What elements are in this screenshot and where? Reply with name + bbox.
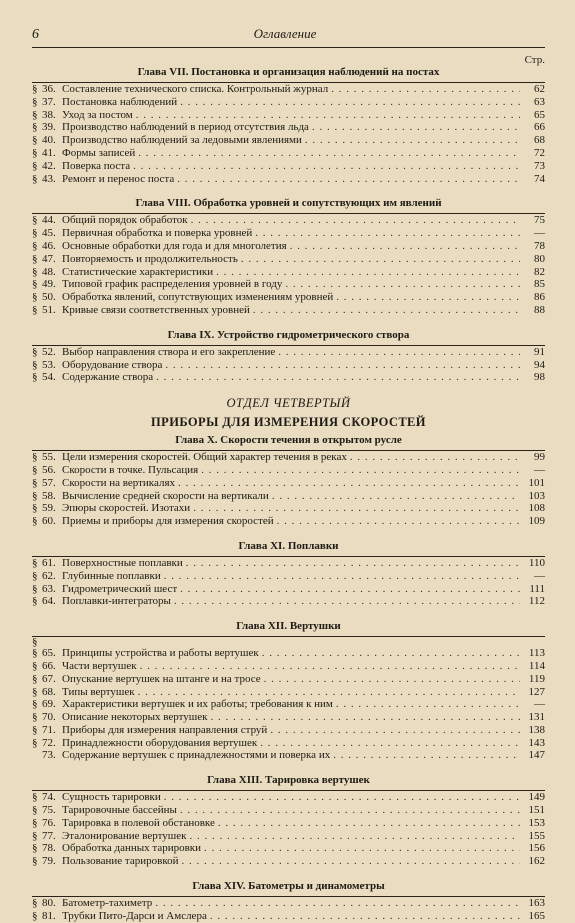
section-number: 79.	[42, 855, 56, 868]
section-number: 44.	[42, 214, 56, 227]
entry-title: Принадлежности оборудования вертушек	[62, 736, 258, 749]
section-sign: §	[32, 265, 38, 278]
entry-page: 75	[534, 214, 545, 227]
section-sign: §	[32, 214, 38, 227]
section-sign: §	[32, 816, 38, 829]
section-sign: §	[32, 451, 38, 464]
section-number: 45.	[42, 227, 56, 240]
entry-page: 147	[528, 749, 545, 762]
chapter-10-title: Глава X. Скорости течения в открытом русле	[175, 434, 402, 447]
dot-leader	[165, 359, 520, 372]
entry-title: Тарировочные бассейны	[62, 804, 177, 817]
section-number: 78.	[42, 842, 56, 855]
section-number: 67.	[42, 672, 56, 685]
entry-title: Эпюры скоростей. Изотахи	[62, 502, 191, 515]
section-sign: §	[32, 855, 38, 868]
dot-leader	[174, 595, 520, 608]
dot-leader	[182, 855, 521, 868]
section-number: 56.	[42, 463, 56, 476]
page-column-label: Стр.	[524, 54, 545, 66]
section-number: 53.	[42, 358, 56, 371]
section-number: 39.	[42, 121, 56, 134]
toc-entry	[32, 109, 545, 122]
toc-entry	[32, 842, 545, 855]
entry-title: Поверхностные поплавки	[62, 556, 183, 569]
entry-title: Описание некоторых вертушек	[62, 711, 208, 724]
section-sign: §	[32, 569, 38, 582]
entry-title: Обработка данных тарировки	[62, 842, 202, 855]
entry-page: 72	[534, 146, 545, 159]
dot-leader	[277, 515, 520, 528]
dot-leader	[264, 673, 520, 686]
page-number: 6	[32, 27, 39, 42]
section-number: 46.	[42, 239, 56, 252]
chapter-9-list	[32, 345, 545, 384]
section-number: 68.	[42, 685, 56, 698]
dot-leader	[140, 660, 520, 673]
entry-page: 66	[534, 121, 545, 134]
section-number: 75.	[42, 804, 56, 817]
section-sign: §	[32, 108, 38, 121]
section-sign: §	[32, 146, 38, 159]
toc-entry	[32, 240, 545, 253]
section-number: 54.	[42, 371, 56, 384]
section-sign: §	[32, 134, 38, 147]
entry-title: Цели измерения скоростей. Общий характер течения в реках	[62, 451, 347, 464]
dot-leader	[241, 253, 520, 266]
dot-leader	[272, 490, 520, 503]
entry-page: 151	[528, 804, 545, 817]
stray-section-sign: §	[32, 636, 38, 649]
section-sign: §	[32, 278, 38, 291]
toc-entry	[32, 451, 545, 464]
chapter-8-title: Глава VIII. Обработка уровней и сопутствующих им явлений	[135, 197, 442, 210]
dot-leader	[138, 147, 520, 160]
section-sign: §	[32, 672, 38, 685]
entry-title: Скорости на вертикалях	[62, 476, 176, 489]
entry-title: Формы записей	[62, 146, 136, 159]
dot-leader	[164, 791, 520, 804]
section-sign: §	[32, 647, 38, 660]
entry-page: 110	[528, 556, 545, 569]
section-sign: §	[32, 371, 38, 384]
entry-page: 114	[528, 659, 545, 672]
entry-title: Кривые связи соответственных уровней	[62, 303, 250, 316]
section-sign: §	[32, 291, 38, 304]
dot-leader	[262, 647, 520, 660]
section-sign: §	[32, 842, 38, 855]
entry-page: 62	[534, 83, 545, 95]
section-sign: §	[32, 556, 38, 569]
entry-page: 98	[534, 371, 545, 384]
section-title: ПРИБОРЫ ДЛЯ ИЗМЕРЕНИЯ СКОРОСТЕЙ	[151, 415, 426, 430]
entry-page: 94	[534, 358, 545, 371]
entry-title: Тарировка в полевой обстановке	[62, 816, 215, 829]
entry-title: Составление технического списка. Контрольный журнал	[62, 83, 329, 95]
dot-leader	[180, 583, 520, 596]
section-number: 55.	[42, 451, 56, 464]
toc-entry	[32, 83, 545, 96]
toc-entry	[32, 791, 545, 804]
section-sign: §	[32, 159, 38, 172]
dot-leader	[333, 749, 520, 762]
section-number: 81.	[42, 909, 56, 922]
entry-page: 162	[528, 855, 545, 868]
toc-entry	[32, 737, 545, 750]
entry-page: —	[534, 227, 545, 240]
dot-leader	[312, 121, 520, 134]
toc-entry	[32, 464, 545, 477]
dot-leader	[204, 842, 520, 855]
dot-leader	[190, 830, 520, 843]
chapter-12-list	[32, 636, 545, 762]
dot-leader	[180, 96, 520, 109]
entry-page: 163	[528, 897, 545, 910]
chapter-7-list	[32, 82, 545, 185]
dot-leader	[336, 698, 520, 711]
section-number: 41.	[42, 146, 56, 159]
section-sign: §	[32, 736, 38, 749]
entry-page: 153	[528, 816, 545, 829]
toc-entry	[32, 490, 545, 503]
section-sign: §	[32, 172, 38, 185]
section-number: 49.	[42, 278, 56, 291]
section-number: 47.	[42, 252, 56, 265]
section-sign: §	[32, 489, 38, 502]
toc-entry	[32, 214, 545, 227]
section-number: 40.	[42, 134, 56, 147]
entry-title: Основные обработки для года и для многолетия	[62, 239, 287, 252]
dot-leader	[278, 346, 520, 359]
entry-title: Эталонирование вертушек	[62, 829, 187, 842]
entry-title: Опускание вертушек на штанге и на тросе	[62, 672, 261, 685]
entry-page: 109	[528, 515, 545, 528]
entry-title: Поверка поста	[62, 159, 131, 172]
entry-page: 127	[528, 685, 545, 698]
entry-title: Обработка явлений, сопутствующих изменениям уровней	[62, 291, 334, 304]
section-number: 80.	[42, 897, 56, 910]
entry-page: 112	[528, 595, 545, 608]
dot-leader	[218, 817, 520, 830]
section-sign: §	[32, 515, 38, 528]
entry-page: 86	[534, 291, 545, 304]
dot-leader	[285, 278, 520, 291]
toc-entry	[32, 121, 545, 134]
chapter-11-list	[32, 556, 545, 608]
toc-entry	[32, 647, 545, 660]
toc-entry	[32, 660, 545, 673]
entry-page: 103	[528, 489, 545, 502]
entry-title: Статистические характеристики	[62, 265, 214, 278]
section-sign: §	[32, 239, 38, 252]
entry-page: 63	[534, 95, 545, 108]
section-sign: §	[32, 463, 38, 476]
chapter-7-title: Глава VII. Постановка и организация наблюдений на постах	[137, 66, 440, 78]
entry-page: 143	[528, 736, 545, 749]
toc-entry	[32, 304, 545, 317]
entry-page: —	[534, 463, 545, 476]
section-sign: §	[32, 698, 38, 711]
page-header	[32, 26, 545, 43]
entry-page: 155	[528, 829, 545, 842]
section-sign: §	[32, 897, 38, 910]
entry-page: 82	[534, 265, 545, 278]
section-number: 64.	[42, 595, 56, 608]
toc-entry	[32, 173, 545, 186]
entry-title: Скорости в точке. Пульсация	[62, 463, 199, 476]
entry-page: 131	[528, 711, 545, 724]
entry-page: 119	[528, 672, 545, 685]
section-sign: §	[32, 723, 38, 736]
entry-title: Части вертушек	[62, 659, 137, 672]
section-sign: §	[32, 252, 38, 265]
entry-title: Содержание створа	[62, 371, 154, 384]
entry-title: Принципы устройства и работы вертушек	[62, 647, 259, 660]
dot-leader	[180, 804, 520, 817]
chapter-11-title: Глава XI. Поплавки	[238, 539, 339, 552]
section-number: 70.	[42, 711, 56, 724]
section-number: 51.	[42, 303, 56, 316]
entry-page: 68	[534, 134, 545, 147]
dot-leader	[177, 173, 520, 186]
section-number: 58.	[42, 489, 56, 502]
entry-page: 73	[534, 159, 545, 172]
section-number: 38.	[42, 108, 56, 121]
section-number: 37.	[42, 95, 56, 108]
entry-title: Сущность тарировки	[62, 791, 161, 804]
entry-page: 149	[528, 791, 545, 804]
section-sign: §	[32, 804, 38, 817]
entry-page: 111	[529, 582, 545, 595]
dot-leader	[136, 109, 520, 122]
toc-entry	[32, 557, 545, 570]
section-number: 59.	[42, 502, 56, 515]
dot-leader	[133, 160, 520, 173]
toc-entry	[32, 570, 545, 583]
entry-page: 80	[534, 252, 545, 265]
section-sign: §	[32, 909, 38, 922]
toc-entry	[32, 897, 545, 910]
toc-entry	[32, 253, 545, 266]
section-number: 77.	[42, 829, 56, 842]
section-sign: §	[32, 659, 38, 672]
toc-entry	[32, 724, 545, 737]
dot-leader	[201, 464, 520, 477]
entry-page: —	[534, 698, 545, 711]
entry-title: Глубинные поплавки	[62, 569, 161, 582]
chapter-9-title: Глава IX. Устройство гидрометрического створа	[167, 328, 410, 341]
section-sign: §	[32, 358, 38, 371]
toc-entry	[32, 134, 545, 147]
section-number: 63.	[42, 582, 56, 595]
header-rule	[32, 47, 545, 48]
entry-page: 74	[534, 172, 545, 185]
dot-leader	[210, 910, 520, 923]
entry-page: 138	[528, 723, 545, 736]
entry-page: 78	[534, 239, 545, 252]
entry-title: Трубки Пито-Дарси и Амслера	[62, 909, 207, 922]
entry-title: Постановка наблюдений	[62, 95, 178, 108]
chapter-14-title: Глава XIV. Батометры и динамометры	[192, 880, 385, 893]
section-sign: §	[32, 582, 38, 595]
chapter-14-list	[32, 896, 545, 923]
entry-title: Уход за постом	[62, 108, 133, 121]
toc-entry	[32, 749, 545, 762]
section-number: 71.	[42, 723, 56, 736]
section-number: 76.	[42, 816, 56, 829]
dot-leader	[210, 711, 520, 724]
dot-leader	[336, 291, 520, 304]
dot-leader	[156, 371, 520, 384]
entry-title: Типы вертушек	[62, 685, 135, 698]
entry-title: Поплавки-интеграторы	[62, 595, 171, 608]
section-number: 36.	[42, 83, 56, 95]
entry-title: Приборы для измерения направления струй	[62, 723, 268, 736]
section-sign: §	[32, 595, 38, 608]
entry-title: Повторяемость и продолжительность	[62, 252, 238, 265]
chapter-10-list	[32, 450, 545, 528]
section-number: 74.	[42, 791, 56, 804]
toc-entry	[32, 160, 545, 173]
section-number: 66.	[42, 659, 56, 672]
entry-title: Вычисление средней скорости на вертикали	[62, 489, 269, 502]
entry-page: 65	[534, 108, 545, 121]
entry-title: Гидрометрический шест	[62, 582, 178, 595]
section-number: 73.	[42, 749, 56, 762]
section-number: 43.	[42, 172, 56, 185]
entry-title: Оборудование створа	[62, 358, 163, 371]
section-sign: §	[32, 121, 38, 134]
section-number: 57.	[42, 476, 56, 489]
dot-leader	[155, 897, 520, 910]
toc-entry	[32, 830, 545, 843]
dot-leader	[193, 502, 520, 515]
entry-page: 101	[528, 476, 545, 489]
toc-entry	[32, 515, 545, 528]
entry-title: Общий порядок обработок	[62, 214, 188, 227]
toc-entry	[32, 595, 545, 608]
entry-title: Приемы и приборы для измерения скоростей	[62, 515, 274, 528]
entry-title: Производство наблюдений в период отсутствия льда	[62, 121, 309, 134]
entry-page: 85	[534, 278, 545, 291]
dot-leader	[270, 724, 520, 737]
entry-page: 99	[534, 451, 545, 464]
entry-page: —	[534, 569, 545, 582]
entry-title: Производство наблюдений за ледовыми явлениями	[62, 134, 302, 147]
section-number: 48.	[42, 265, 56, 278]
section-sign: §	[32, 711, 38, 724]
entry-title: Ремонт и перенос поста	[62, 172, 175, 185]
toc-entry	[32, 266, 545, 279]
dot-leader	[178, 477, 520, 490]
toc-entry	[32, 371, 545, 384]
toc-entry	[32, 96, 545, 109]
chapter-12-title: Глава XII. Вертушки	[236, 620, 341, 633]
chapter-13-list	[32, 790, 545, 868]
toc-entry	[32, 346, 545, 359]
section-sign: §	[32, 95, 38, 108]
entry-title: Содержание вертушек с принадлежностями и поверка их	[62, 749, 331, 762]
section-number: 50.	[42, 291, 56, 304]
entry-page: 156	[528, 842, 545, 855]
dot-leader	[305, 134, 520, 147]
entry-page: 113	[528, 647, 545, 660]
entry-title: Типовой график распределения уровней в году	[62, 278, 283, 291]
dot-leader	[253, 304, 520, 317]
toc-entry	[32, 698, 545, 711]
toc-entry	[32, 583, 545, 596]
section-sign: §	[32, 345, 38, 358]
entry-page: 91	[534, 345, 545, 358]
dot-leader	[138, 686, 520, 699]
section-sign: §	[32, 791, 38, 804]
toc-entry	[32, 359, 545, 372]
dot-leader	[164, 570, 520, 583]
section-number: 42.	[42, 159, 56, 172]
toc-entry	[32, 686, 545, 699]
toc-entry	[32, 147, 545, 160]
dot-leader	[216, 266, 520, 279]
section-label: ОТДЕЛ ЧЕТВЕРТЫЙ	[226, 396, 351, 411]
toc-entry	[32, 673, 545, 686]
section-sign: §	[32, 502, 38, 515]
section-number: 72.	[42, 736, 56, 749]
section-number: 65.	[42, 647, 56, 660]
dot-leader	[191, 214, 520, 227]
toc-entry	[32, 502, 545, 515]
chapter-13-title: Глава XIII. Тарировка вертушек	[207, 774, 370, 787]
section-sign: §	[32, 829, 38, 842]
toc-entry	[32, 227, 545, 240]
entry-title: Выбор направления створа и его закрепление	[62, 345, 276, 358]
chapter-8-list	[32, 213, 545, 316]
dot-leader	[255, 227, 520, 240]
dot-leader	[350, 451, 520, 464]
entry-page: 165	[528, 909, 545, 922]
entry-title: Пользование тарировкой	[62, 855, 179, 868]
section-number: 60.	[42, 515, 56, 528]
section-number: 69.	[42, 698, 56, 711]
dot-leader	[186, 557, 520, 570]
section-number: 61.	[42, 556, 56, 569]
entry-title: Первичная обработка и поверка уровней	[62, 227, 253, 240]
section-number: 62.	[42, 569, 56, 582]
toc-entry	[32, 855, 545, 868]
section-sign: §	[32, 227, 38, 240]
section-sign: §	[32, 303, 38, 316]
toc-entry	[32, 477, 545, 490]
dot-leader	[260, 737, 520, 750]
toc-entry	[32, 711, 545, 724]
toc-entry	[32, 817, 545, 830]
dot-leader	[331, 83, 520, 96]
page-title: Оглавление	[253, 26, 317, 41]
toc-entry	[32, 910, 545, 923]
entry-title: Характеристики вертушек и их работы; требования к ним	[62, 698, 333, 711]
toc-entry	[32, 291, 545, 304]
entry-page: 88	[534, 303, 545, 316]
section-number: 52.	[42, 345, 56, 358]
toc-entry	[32, 278, 545, 291]
toc-entry	[32, 804, 545, 817]
section-sign: §	[32, 685, 38, 698]
section-sign: §	[32, 476, 38, 489]
dot-leader	[290, 240, 520, 253]
entry-page: 108	[528, 502, 545, 515]
entry-title: Батометр-тахиметр	[62, 897, 153, 910]
section-sign: §	[32, 83, 38, 95]
